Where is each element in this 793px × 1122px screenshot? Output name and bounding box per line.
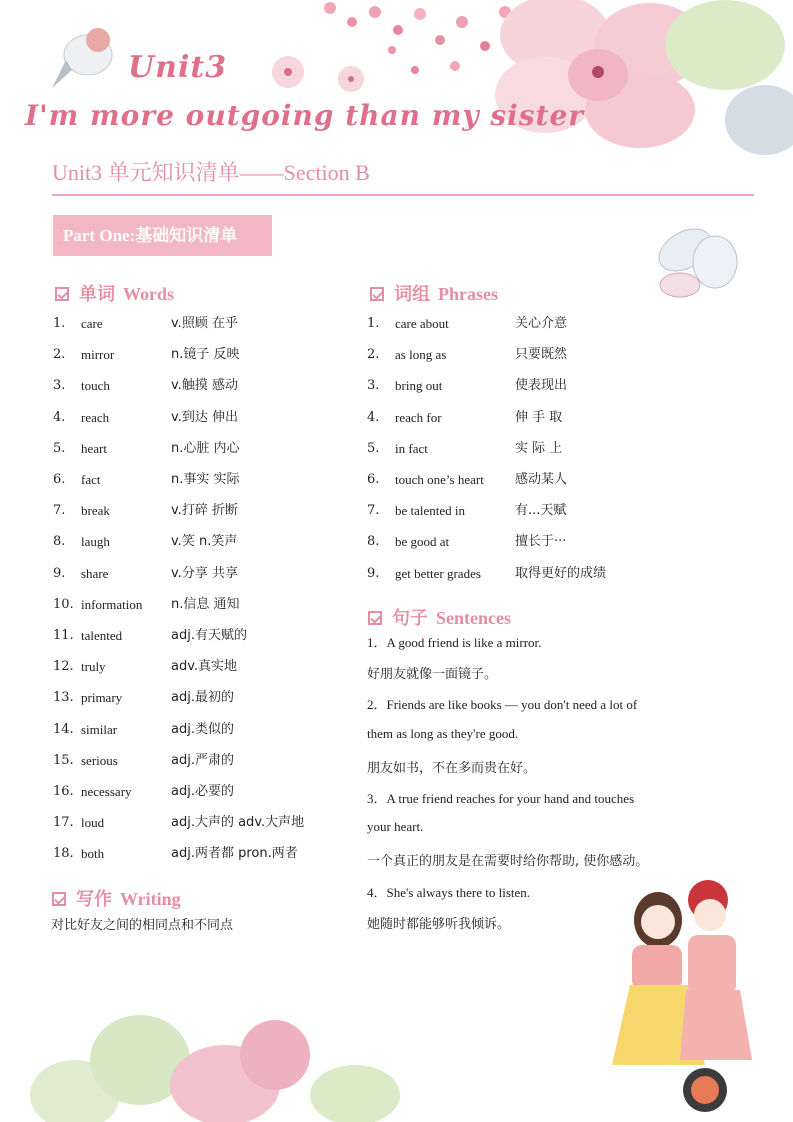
english-term: serious [81,752,118,768]
phrase-row [367,470,667,490]
english-term: as long as [395,347,447,363]
english-term: information [81,596,143,612]
phrase-row [367,345,667,365]
word-row [53,376,353,396]
word-row [53,813,353,833]
word-row [53,626,353,646]
chinese-meaning: n.心脏 内心 [171,440,240,456]
words-heading: 单词 Words [55,280,174,306]
phrase-row [367,501,667,521]
phrase-row [367,376,667,396]
sentence-translation: 好朋友就像一面镜子。 [367,667,498,683]
item-number: 11. [53,628,74,643]
sentence-english: 4．She's always there to listen. [367,884,531,900]
chinese-meaning: v.分享 共享 [171,565,238,581]
lesson-script-title: I'm more outgoing than my sister [25,99,585,132]
phrase-row [367,439,667,459]
phrase-row [367,564,667,584]
word-row [53,470,353,490]
chinese-meaning: adj.最初的 [171,690,234,706]
bottom-leaves [30,1015,400,1122]
header-divider [52,194,754,196]
item-number: 5. [53,440,66,456]
word-row [53,564,353,584]
english-term: laugh [81,534,110,550]
chinese-meaning: v.笑 n.笑声 [171,534,238,550]
item-number: 12. [53,659,74,675]
cherry-blossom-branch [324,2,511,74]
item-number: 13. [53,690,74,706]
item-number: 9. [53,565,66,581]
bird-illustration [52,28,112,88]
chinese-meaning: v.触摸 感动 [171,378,238,394]
item-number: 5. [367,440,380,456]
item-number: 18. [53,846,74,862]
english-term: reach for [395,409,442,425]
item-number: 10. [53,596,74,612]
item-number: 1. [367,316,380,331]
chinese-meaning: 有...天赋 [515,503,567,519]
two-girls-illustration [612,880,752,1112]
word-row [53,532,353,552]
english-term: reach [81,409,110,425]
item-number: 14. [53,721,74,737]
chinese-meaning: adj.必要的 [171,784,234,799]
chinese-meaning: 只要既然 [515,347,568,363]
item-number: 15. [53,752,74,768]
item-number: 6. [53,472,66,487]
checkbox-icon [370,287,384,301]
english-term: get better grades [395,565,481,581]
item-number: 7. [53,503,66,519]
checkbox-icon [55,287,69,301]
checkbox-icon [52,892,66,906]
chinese-meaning: adv.真实地 [171,659,238,675]
item-number: 3. [53,378,66,394]
english-term: be good at [395,534,450,550]
item-number: 2. [53,347,66,363]
part-one-banner: Part One:基础知识清单 [53,215,272,256]
sentence-english: 2．Friends are like books — you don't need a lot of [367,697,638,713]
english-term: bring out [395,378,443,394]
chinese-meaning: v.到达 伸出 [171,409,238,425]
chinese-meaning: n.信息 通知 [171,596,240,612]
item-number: 4. [367,409,380,425]
word-row [53,595,353,615]
english-term: care about [395,316,449,331]
english-term: loud [81,815,105,831]
word-row [53,720,353,740]
small-blossoms [272,56,364,92]
page-subtitle: Unit3 单元知识清单——Section B [52,160,370,185]
chinese-meaning: 使表现出 [515,378,568,394]
chinese-meaning: 擅长于··· [515,534,567,550]
english-term: heart [81,440,107,456]
english-term: be talented in [395,503,466,519]
item-number: 4. [53,409,66,425]
item-number: 17. [53,815,74,831]
english-term: similar [81,721,118,737]
english-term: break [81,503,110,519]
item-number: 9. [367,565,380,581]
item-number: 6. [367,472,380,487]
sentence-english: them as long as they're good. [367,725,519,741]
word-row [53,782,353,802]
chinese-meaning: n.事实 实际 [171,472,240,487]
chinese-meaning: 取得更好的成绩 [515,565,607,581]
chinese-meaning: 感动某人 [515,472,568,487]
chinese-meaning: adj.类似的 [171,721,234,737]
chinese-meaning: 实 际 上 [515,440,563,456]
item-number: 1. [53,316,66,331]
writing-prompt: 对比好友之间的相同点和不同点 [51,918,234,933]
sentence-translation: 她随时都能够听我倾诉。 [367,916,511,932]
writing-heading: 写作 Writing [52,885,181,911]
english-term: truly [81,659,106,675]
word-row [53,844,353,864]
english-term: touch one’s heart [395,472,484,487]
sentences-heading: 句子 Sentences [368,604,511,630]
english-term: fact [81,472,101,487]
chinese-meaning: adj.两者都 pron.两者 [171,846,298,862]
chinese-meaning: adj.严肃的 [171,752,234,768]
chinese-meaning: 关心介意 [515,316,568,331]
english-term: talented [81,628,123,643]
english-term: primary [81,690,123,706]
chinese-meaning: n.镜子 反映 [171,347,240,363]
english-term: in fact [395,440,428,456]
item-number: 16. [53,784,74,799]
chinese-meaning: adj.大声的 adv.大声地 [171,815,305,831]
english-term: touch [81,378,110,394]
word-row [53,345,353,365]
sentence-translation: 一个真正的朋友是在需要时给你帮助, 使你感动。 [367,854,649,870]
word-row [53,688,353,708]
chinese-meaning: adj.有天赋的 [171,628,247,643]
sentence-english: 3．A true friend reaches for your hand and touches [367,791,635,806]
english-term: both [81,846,105,862]
item-number: 2. [367,347,380,363]
sentence-translation: 朋友如书，不在多而贵在好。 [367,760,537,776]
chinese-meaning: 伸 手 取 [515,409,563,425]
sentence-english: your heart. [367,819,424,835]
unit-script-title: Unit3 [128,50,228,85]
word-row [53,439,353,459]
item-number: 8. [367,534,380,550]
english-term: share [81,565,109,581]
english-term: care [81,316,103,331]
item-number: 3. [367,378,380,394]
word-row [53,408,353,428]
butterfly-illustration [652,220,737,297]
phrases-heading: 词组 Phrases [370,280,498,306]
chinese-meaning: v.打碎 折断 [171,503,238,519]
word-row [53,314,353,334]
item-number: 8. [53,534,66,550]
item-number: 7. [367,503,380,519]
word-row [53,501,353,521]
sentence-english: 1．A good friend is like a mirror. [367,635,542,650]
english-term: necessary [81,784,132,799]
english-term: mirror [81,347,115,363]
chinese-meaning: v.照顾 在乎 [171,316,238,331]
checkbox-icon [368,611,382,625]
word-row [53,657,353,677]
phrase-row [367,408,667,428]
phrase-row [367,532,667,552]
phrase-row [367,314,667,334]
word-row [53,751,353,771]
